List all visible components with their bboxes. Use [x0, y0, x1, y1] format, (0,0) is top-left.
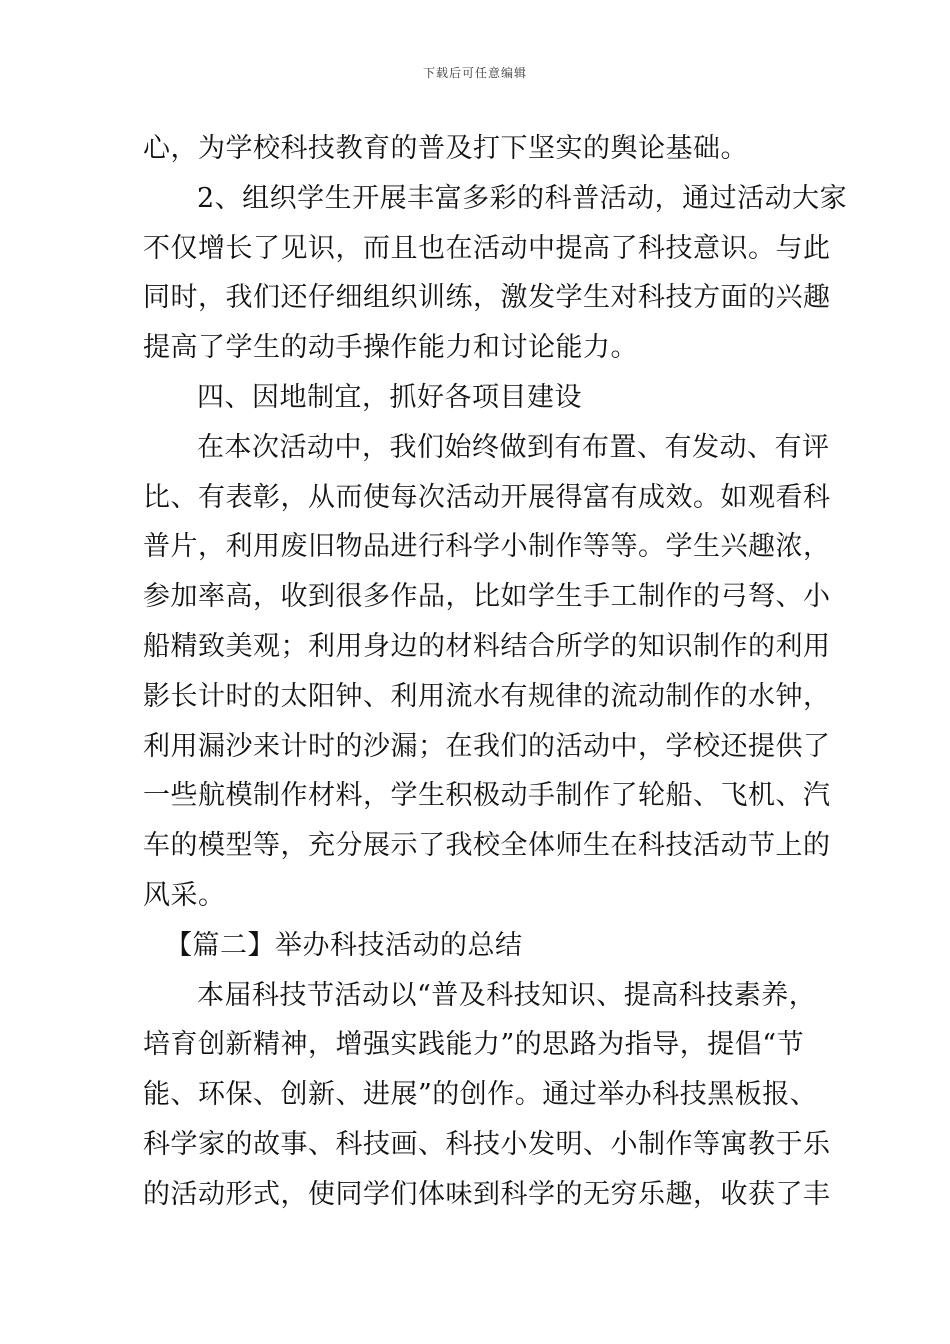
text-line: 的活动形式，使同学们体味到科学的无穷乐趣，收获了丰: [143, 1178, 831, 1210]
text-line: 利用漏沙来计时的沙漏；在我们的活动中，学校还提供了: [143, 730, 831, 762]
article-heading: 【篇二】举办科技活动的总结: [165, 929, 523, 961]
text-line: 影长计时的太阳钟、利用流水有规律的流动制作的水钟，: [143, 680, 831, 712]
page-header-note: 下载后可任意编辑: [422, 66, 527, 80]
text-line: 普片，利用废旧物品进行科学小制作等等。学生兴趣浓，: [143, 531, 831, 563]
text-line: 同时，我们还仔细组织训练，激发学生对科技方面的兴趣: [143, 282, 831, 314]
document-body: [143, 124, 848, 1220]
text-line: 船精致美观；利用身边的材料结合所学的知识制作的利用: [143, 630, 831, 662]
text-line: 能、环保、创新、进展”的创作。通过举办科技黑板报、: [143, 1079, 818, 1111]
paragraph-start-line: 在本次活动中，我们始终做到有布置、有发动、有评: [197, 431, 830, 463]
text-line: 提高了学生的动手操作能力和讨论能力。: [143, 332, 638, 364]
text-line: 心，为学校科技教育的普及打下坚实的舆论基础。: [143, 133, 748, 164]
text-line: 比、有表彰，从而使每次活动开展得富有成效。如观看科: [143, 481, 831, 513]
text-line: 参加率高，收到很多作品，比如学生手工制作的弓弩、小: [143, 581, 831, 613]
text-line: 科学家的故事、科技画、科技小发明、小制作等寓教于乐: [143, 1128, 831, 1160]
section-heading: 四、因地制宜，抓好各项目建设: [197, 381, 582, 413]
text-line: 风采。: [143, 879, 226, 911]
text-line: 培育创新精神，增强实践能力”的思路为指导，提倡“节: [143, 1029, 805, 1061]
text-line: 车的模型等，充分展示了我校全体师生在科技活动节上的: [143, 830, 831, 862]
paragraph-start-line: 2、组织学生开展丰富多彩的科普活动，通过活动大家: [197, 182, 848, 214]
text-line: 不仅增长了见识，而且也在活动中提高了科技意识。与此: [143, 232, 831, 264]
text-line: 一些航模制作材料，学生积极动手制作了轮船、飞机、汽: [143, 780, 831, 812]
paragraph-start-line: 本届科技节活动以“普及科技知识、提高科技素养，: [197, 979, 817, 1011]
